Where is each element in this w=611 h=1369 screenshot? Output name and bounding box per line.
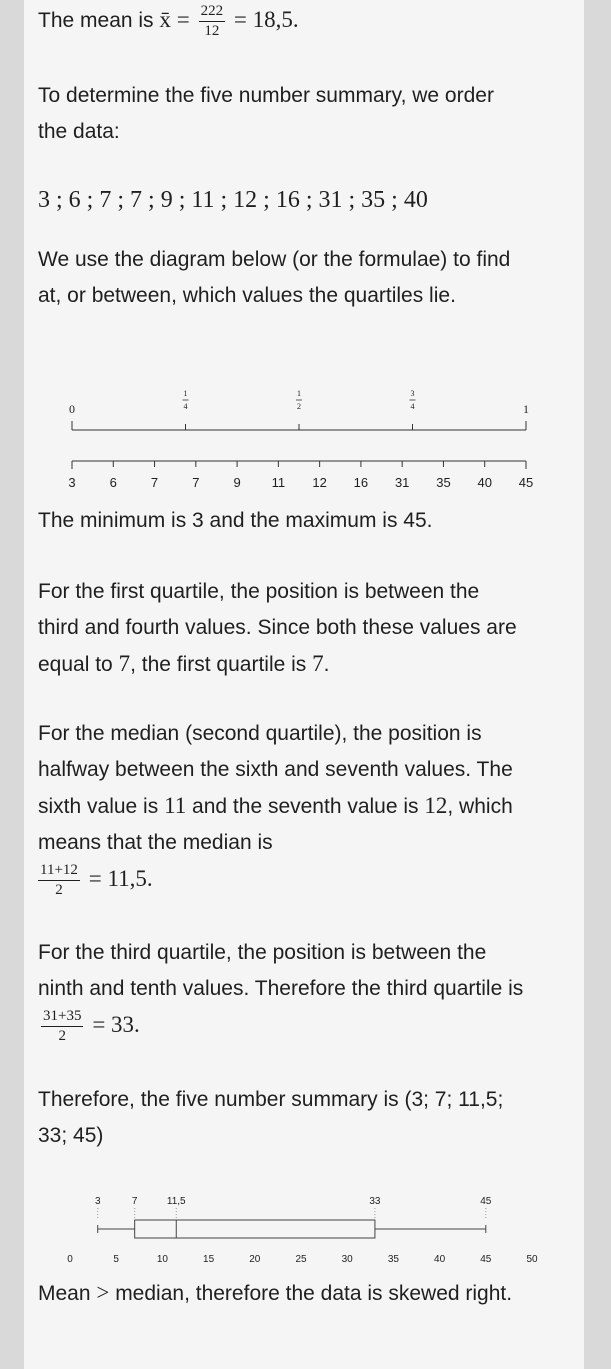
q1-mid: , the first quartile is [130, 653, 313, 676]
position-label-denominator: 4 [410, 402, 415, 411]
mean-prefix: The mean is [38, 9, 160, 32]
ordered-value: 16 [275, 187, 300, 213]
sixth-value: 11 [164, 793, 187, 818]
q3-fraction [41, 1009, 83, 1044]
median-text2: and the seventh value is [186, 795, 425, 818]
position-label-numerator: 1 [297, 389, 301, 398]
value-label: 7 [150, 475, 159, 490]
order-paragraph: To determine the five number summary, we order the data: [38, 84, 494, 143]
median-result: = 11,5. [88, 866, 153, 891]
value-label: 3 [68, 475, 76, 490]
value-label: 35 [436, 475, 451, 490]
position-label-numerator: 1 [183, 389, 188, 398]
value-label: 40 [477, 475, 492, 490]
position-diagram [38, 380, 538, 500]
q1-paragraph [38, 574, 523, 683]
q3-numerator: 31+35 [41, 1009, 83, 1027]
q3-paragraph [38, 935, 528, 1044]
position-label-numerator: 3 [410, 389, 415, 398]
iqr-box [135, 1220, 375, 1238]
axis-tick-label: 35 [387, 1254, 399, 1265]
five-number-label: 11,5 [166, 1196, 186, 1207]
five-number-label: 7 [131, 1196, 138, 1207]
ordered-separator: ; [385, 187, 404, 213]
axis-tick-label: 50 [526, 1254, 538, 1265]
ordered-separator: ; [50, 187, 69, 213]
position-label: 0 [69, 402, 75, 416]
axis-tick-label: 10 [156, 1254, 168, 1265]
median-fraction [38, 863, 80, 898]
q1-end: . [323, 653, 330, 676]
skew-text: median, therefore the data is skewed right. [109, 1282, 513, 1305]
ordered-value: 6 [68, 187, 81, 213]
median-text3: , which means that the median is [38, 795, 513, 854]
mean-symbol: x̄ [159, 7, 171, 32]
ordered-value: 31 [318, 187, 343, 213]
ordered-value: 7 [130, 187, 143, 213]
skew-mean: Mean [38, 1282, 91, 1305]
ordered-value: 35 [361, 187, 386, 213]
diagram-paragraph: We use the diagram below (or the formulae) to find at, or between, which values the quartiles lie. [38, 248, 511, 307]
value-label: 7 [192, 475, 200, 490]
ordered-value: 12 [233, 187, 258, 213]
axis-tick-label: 30 [341, 1254, 353, 1265]
mean-statement [38, 2, 523, 39]
value-label: 11 [271, 475, 286, 490]
summary-paragraph: Therefore, the five number summary is (3; 7; 11,5; 33; 45) [38, 1088, 504, 1147]
ordered-separator: ; [111, 187, 131, 213]
median-paragraph [38, 716, 528, 898]
axis-tick-label: 20 [249, 1254, 261, 1265]
value-label: 16 [353, 475, 369, 490]
axis-tick-label: 25 [295, 1254, 307, 1265]
q3-denominator: 2 [58, 1027, 66, 1044]
ordered-value: 11 [191, 187, 215, 213]
axis-tick-label: 15 [203, 1254, 215, 1265]
q1-answer: 7 [312, 651, 324, 676]
skew-paragraph [38, 1275, 523, 1312]
q1-text: For the first quartile, the position is between the third and fourth values. Since both these values are equal to [38, 580, 517, 676]
mean-result: = 18,5. [233, 7, 299, 32]
ordered-value: 3 [38, 187, 50, 213]
axis-tick-label: 0 [67, 1254, 73, 1265]
minmax-paragraph: The minimum is 3 and the maximum is 45. [38, 509, 433, 532]
ordered-value: 7 [99, 187, 112, 213]
q3-result: = 33. [92, 1012, 140, 1037]
ordered-separator: ; [142, 187, 161, 213]
mean-denominator: 12 [204, 22, 220, 39]
equals-sign: = [176, 7, 190, 32]
q1-value: 7 [118, 651, 131, 676]
greater-than-sign: > [96, 1280, 110, 1305]
median-denominator: 2 [55, 881, 63, 898]
median-text1: For the median (second quartile), the position is halfway between the sixth and seventh values. The sixth value is [38, 722, 513, 818]
position-label: 1 [523, 402, 529, 416]
ordered-separator: ; [172, 187, 192, 213]
five-number-label: 33 [369, 1196, 381, 1207]
ordered-separator: ; [257, 187, 276, 213]
ordered-separator: ; [80, 187, 100, 213]
ordered-value: 9 [160, 187, 173, 213]
value-label: 45 [518, 475, 534, 490]
median-numerator: 11+12 [38, 863, 80, 881]
mean-numerator: 222 [199, 4, 226, 22]
value-label: 31 [394, 475, 410, 490]
ordered-separator: ; [299, 187, 319, 213]
ordered-value: 40 [403, 187, 428, 213]
axis-tick-label: 40 [434, 1254, 446, 1265]
five-number-label: 45 [480, 1196, 492, 1207]
axis-tick-label: 45 [480, 1254, 492, 1265]
position-label-denominator: 2 [297, 402, 301, 411]
value-label: 12 [312, 475, 327, 490]
ordered-separator: ; [214, 187, 234, 213]
position-label-denominator: 4 [183, 402, 188, 411]
value-label: 6 [109, 475, 117, 490]
mean-fraction [199, 4, 226, 39]
box-and-whisker-plot [38, 1188, 538, 1268]
value-label: 9 [233, 475, 241, 490]
q3-text: For the third quartile, the position is between the ninth and tenth values. Therefore the third quartile is [38, 941, 524, 1000]
axis-tick-label: 5 [113, 1254, 119, 1265]
five-number-label: 3 [94, 1196, 101, 1207]
ordered-data [38, 180, 578, 220]
seventh-value: 12 [424, 793, 448, 818]
ordered-separator: ; [342, 187, 362, 213]
